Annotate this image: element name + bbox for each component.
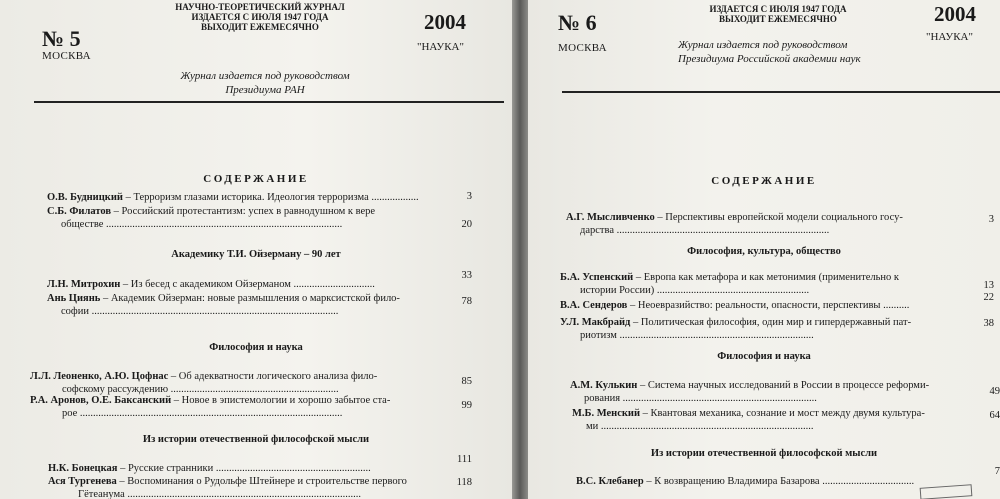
- entry-title: – К возвращению Владимира Базарова ...................................: [643, 476, 915, 487]
- header-line: ВЫХОДИТ ЕЖЕМЕСЯЧНО: [719, 14, 837, 24]
- management-line: Журнал издается под руководством: [678, 39, 848, 51]
- section-title: Из истории отечественной философской мысли: [142, 434, 370, 445]
- issue-number: № 5: [42, 26, 81, 51]
- toc-entry[interactable]: [572, 407, 925, 433]
- management-line: Президиума Российской академии наук: [678, 53, 861, 65]
- entry-author: Н.К. Бонецкая: [48, 463, 118, 474]
- entry-title: – Новое в эпистемологии и хорошо забытое ста-: [171, 395, 391, 406]
- management-note: [678, 38, 861, 66]
- city: МОСКВА: [42, 50, 91, 62]
- header-line: НАУЧНО-ТЕОРЕТИЧЕСКИЙ ЖУРНАЛ: [175, 2, 345, 12]
- toc-entry[interactable]: [560, 271, 899, 297]
- section-title: Академику Т.И. Ойзерману – 90 лет: [171, 249, 341, 260]
- section-title: Философия, культура, общество: [687, 246, 841, 257]
- entry-title: – Неоевразийство: реальности, опасности, перспективы ..........: [627, 300, 910, 311]
- toc-entry[interactable]: [47, 205, 375, 231]
- entry-author: У.Л. Макбрайд: [560, 317, 631, 328]
- entry-author: М.Б. Менский: [572, 408, 641, 419]
- entry-title: – Воспоминания о Рудольфе Штейнере и строительстве первого: [116, 476, 407, 487]
- toc-entry[interactable]: [47, 278, 375, 291]
- entry-author: А.Г. Мысливченко: [566, 212, 655, 223]
- entry-author: Р.А. Аронов, О.Е. Баксанский: [30, 395, 172, 406]
- entry-title-cont: истории России) ..........................................................: [580, 285, 810, 296]
- toc-entry[interactable]: [560, 316, 911, 342]
- issue-year: 2004: [934, 2, 976, 26]
- entry-page: 22: [983, 292, 994, 303]
- entry-author: Л.Н. Митрохин: [47, 279, 121, 290]
- entry-page: 3: [466, 191, 472, 202]
- toc-title: СОДЕРЖАНИЕ: [203, 173, 309, 185]
- entry-title-cont: Гётеанума .........................................................................................: [78, 489, 361, 499]
- entry-title: – Квантовая механика, сознание и мост между двумя культура-: [640, 408, 925, 419]
- entry-title: – Перспективы европейской модели социального госу-: [654, 212, 903, 223]
- entry-author: С.Б. Филатов: [47, 206, 112, 217]
- entry-title: – Терроризм глазами историка. Идеология терроризма ..................: [122, 192, 419, 203]
- entry-author: Ася Тургенева: [48, 476, 117, 487]
- toc-entry[interactable]: [30, 370, 377, 396]
- toc-title: СОДЕРЖАНИЕ: [711, 175, 817, 187]
- header-rule: [562, 91, 1000, 93]
- toc-entry[interactable]: [560, 299, 909, 312]
- entry-title: – Академик Ойзерман: новые размышления о марксистской фило-: [100, 293, 400, 304]
- entry-page: 7: [994, 466, 1000, 477]
- entry-title: – Российский протестантизм: успех в равнодушном к вере: [111, 206, 376, 217]
- entry-title-cont: дарства .................................................................................: [580, 225, 830, 236]
- issue-year: 2004: [424, 10, 466, 34]
- entry-page: 3: [988, 214, 994, 225]
- entry-page: 118: [456, 477, 472, 488]
- entry-author: Л.Л. Леоненко, А.Ю. Цофнас: [30, 371, 169, 382]
- entry-page: 38: [983, 318, 994, 329]
- publisher: "НАУКА": [926, 31, 973, 43]
- section-title: Философия и наука: [209, 342, 303, 353]
- entry-title: – Русские странники ...........................................................: [117, 463, 371, 474]
- entry-title: – Из бесед с академиком Ойзерманом ...............................: [120, 279, 375, 290]
- entry-title-cont: софскому рассуждению ................................................................: [62, 384, 339, 395]
- entry-author: А.М. Кулькин: [570, 380, 638, 391]
- entry-page: 111: [457, 454, 472, 465]
- entry-title: – Об адекватности логического анализа фило-: [168, 371, 378, 382]
- entry-title-cont: рое ....................................................................................................: [62, 408, 343, 419]
- entry-title-cont: риотизм ..........................................................................: [580, 330, 814, 341]
- publisher: "НАУКА": [417, 41, 464, 53]
- section-title: Философия и наука: [717, 351, 811, 362]
- issue-number: № 6: [558, 10, 597, 35]
- toc-entry[interactable]: [48, 475, 407, 499]
- entry-author: Б.А. Успенский: [560, 272, 634, 283]
- toc-entry[interactable]: [566, 211, 903, 237]
- entry-author: В.С. Клебанер: [576, 476, 644, 487]
- toc-entry[interactable]: [576, 475, 914, 488]
- entry-page: 20: [461, 219, 472, 230]
- management-note: [165, 69, 365, 97]
- management-line: Журнал издается под руководством: [180, 70, 350, 82]
- entry-title: – Система научных исследований в России в процессе реформи-: [637, 380, 930, 391]
- entry-page: 99: [461, 400, 472, 411]
- toc-entry[interactable]: [48, 462, 371, 475]
- city: МОСКВА: [558, 42, 607, 54]
- entry-author: В.А. Сендеров: [560, 300, 628, 311]
- entry-page: 49: [989, 386, 1000, 397]
- header-line: ИЗДАЕТСЯ С ИЮЛЯ 1947 ГОДА: [191, 12, 329, 22]
- entry-page: 33: [461, 270, 472, 281]
- entry-title-cont: обществе ..........................................................................................: [61, 219, 343, 230]
- entry-title: – Европа как метафора и как метонимия (применительно к: [633, 272, 900, 283]
- toc-entry[interactable]: [570, 379, 929, 405]
- toc-entry[interactable]: [30, 394, 390, 420]
- book-gutter: [512, 0, 528, 499]
- header-line: ВЫХОДИТ ЕЖЕМЕСЯЧНО: [201, 22, 319, 32]
- entry-author: Ань Циянь: [47, 293, 101, 304]
- bleed-through-text: [40, 108, 480, 148]
- journal-header: [150, 2, 370, 32]
- entry-title: – Политическая философия, один мир и гипердержавный пат-: [630, 317, 912, 328]
- header-rule: [34, 101, 504, 103]
- entry-page: 78: [461, 296, 472, 307]
- entry-title-cont: ми .................................................................................: [586, 421, 814, 432]
- toc-entry[interactable]: [47, 191, 419, 204]
- entry-author: О.В. Будницкий: [47, 192, 123, 203]
- entry-title-cont: софии ..............................................................................................: [61, 306, 339, 317]
- entry-page: 85: [461, 376, 472, 387]
- journal-header: [678, 4, 878, 24]
- entry-page: 13: [983, 280, 994, 291]
- section-title: Из истории отечественной философской мысли: [650, 448, 878, 459]
- stamp-fragment: [920, 484, 973, 499]
- header-line: ИЗДАЕТСЯ С ИЮЛЯ 1947 ГОДА: [709, 4, 847, 14]
- entry-title-cont: рования ..........................................................................: [584, 393, 817, 404]
- management-line: Президиума РАН: [225, 84, 305, 96]
- entry-page: 64: [989, 410, 1000, 421]
- right-journal-page: [528, 0, 1000, 499]
- toc-entry[interactable]: [47, 292, 400, 318]
